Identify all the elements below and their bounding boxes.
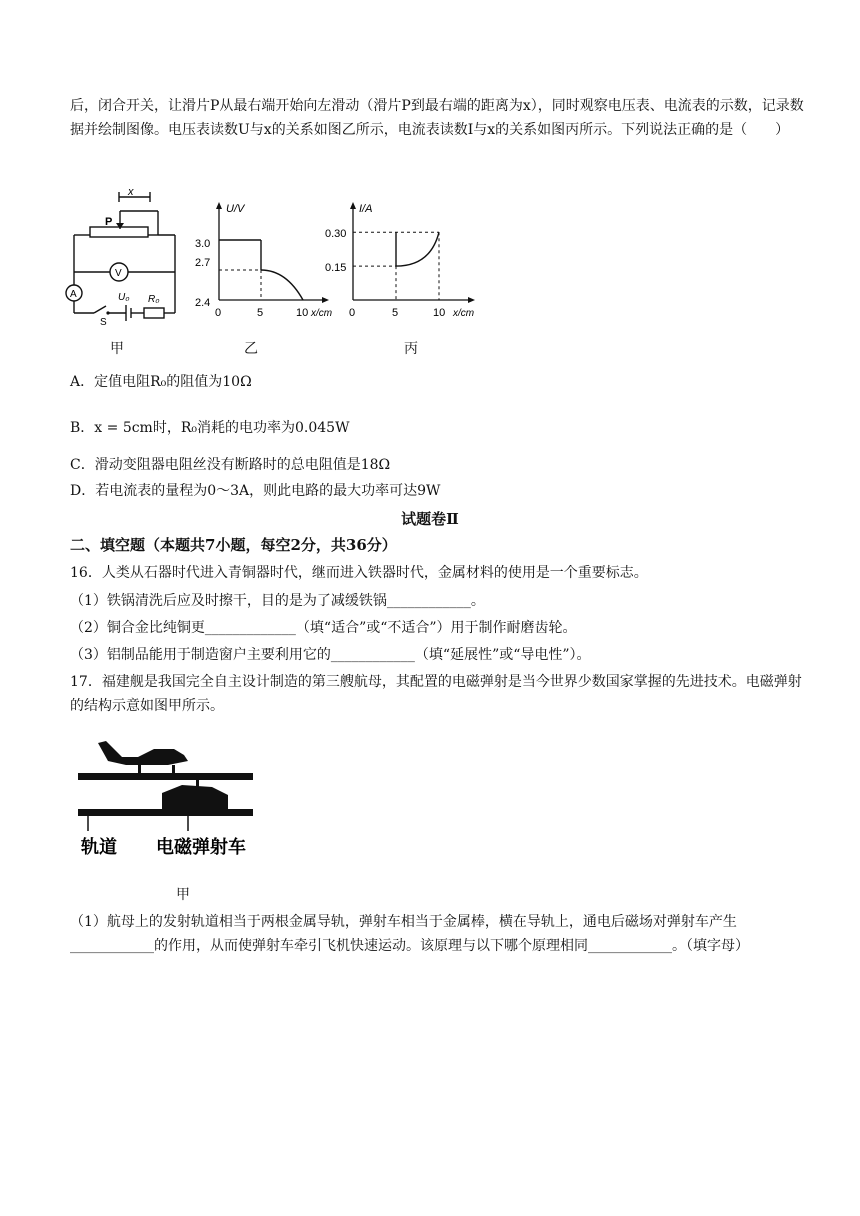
- graph-c-ytick: 0.15: [325, 262, 347, 274]
- circuit-label-a: A: [70, 289, 77, 300]
- section-heading: 二、填空题（本题共7小题，每空2分，共36分）: [70, 536, 397, 554]
- option-d: D．若电流表的量程为0～3A，则此电路的最大功率可达9W: [70, 483, 441, 499]
- circuit-diagram: [62, 185, 187, 325]
- graph-b-ytick: 2.7: [195, 257, 211, 269]
- circuit-label-v: V: [115, 268, 122, 279]
- caption-bing: 丙: [404, 341, 418, 357]
- q16-sub2: （2）铜合金比纯铜更_____________（填“适合”或“不适合”）用于制作耐磨齿轮。: [70, 620, 577, 636]
- q16-sub1: （1）铁锅清洗后应及时擦干，目的是为了减缓铁锅____________。: [70, 593, 485, 609]
- graph-b-xtick: 10: [296, 307, 309, 319]
- circuit-label-s: S: [100, 317, 107, 325]
- circuit-label-p: P: [105, 216, 113, 228]
- graph-c-ylabel: I/A: [359, 203, 373, 215]
- q17-sub1: （1）航母上的发射轨道相当于两根金属导轨，弹射车相当于金属棒，横在导轨上，通电后磁场对弹射车产生____________的作用，从而使弹射车牵引飞机快速运动。该原理与以下哪个原理相同____________。（填字母）: [70, 914, 749, 954]
- question-intro: 后，闭合开关，让滑片P从最右端开始向左滑动（滑片P到最右端的距离为x），同时观察电压表、电流表的示数，记录数据并绘制图像。电压表读数U与x的关系如图乙所示，电流表读数I与x的关系如图丙所示。下列说法正确的是（ ）: [70, 98, 804, 138]
- graph-c-xtick: 10: [433, 307, 446, 319]
- caption-yi: 乙: [244, 341, 258, 357]
- catapult-diagram: [78, 735, 268, 865]
- graph-b-xlabel: x/cm: [311, 308, 333, 319]
- graph-c-xtick: 0: [349, 307, 356, 319]
- q17-stem: 17．福建舰是我国完全自主设计制造的第三艘航母，其配置的电磁弹射是当今世界少数国家掌握的先进技术。电磁弹射的结构示意如图甲所示。: [70, 674, 802, 714]
- caption-jia: 甲: [110, 341, 124, 357]
- graph-c-xtick: 5: [392, 307, 399, 319]
- car-label: 电磁弹射车: [156, 837, 246, 857]
- graph-b-ytick: 2.4: [195, 297, 211, 309]
- option-b: B．x = 5cm时，R₀消耗的电功率为0.045W: [70, 420, 350, 436]
- series-curve: [261, 270, 303, 300]
- circuit-label-x: x: [128, 186, 134, 198]
- section-title: 试题卷Ⅱ: [401, 510, 459, 528]
- option-a: A．定值电阻R₀的阻值为10Ω: [70, 374, 252, 390]
- circuit-label-r0: R₀: [148, 294, 160, 305]
- q16-stem: 16．人类从石器时代进入青铜器时代，继而进入铁器时代，金属材料的使用是一个重要标志。: [70, 565, 648, 581]
- q16-sub3: （3）铝制品能用于制造窗户主要利用它的____________（填“延展性”或“导电性”）。: [70, 647, 591, 663]
- track-label: 轨道: [81, 837, 117, 857]
- series-curve: [396, 232, 439, 266]
- graph-b-ylabel: U/V: [226, 203, 245, 215]
- graph-voltage: [193, 200, 343, 322]
- graph-b-xtick: 0: [215, 307, 222, 319]
- graph-c-xlabel: x/cm: [453, 308, 475, 319]
- graph-b-xtick: 5: [257, 307, 264, 319]
- circuit-label-u0: U₀: [118, 292, 130, 303]
- catapult-car-icon: [162, 785, 228, 809]
- caption-q17-jia: 甲: [176, 887, 190, 903]
- graph-b-ytick: 3.0: [195, 238, 211, 250]
- graph-c-ytick: 0.30: [325, 228, 347, 240]
- graph-current: [325, 200, 485, 322]
- option-c: C．滑动变阻器电阻丝没有断路时的总电阻值是18Ω: [70, 457, 391, 473]
- airplane-icon: [98, 741, 188, 765]
